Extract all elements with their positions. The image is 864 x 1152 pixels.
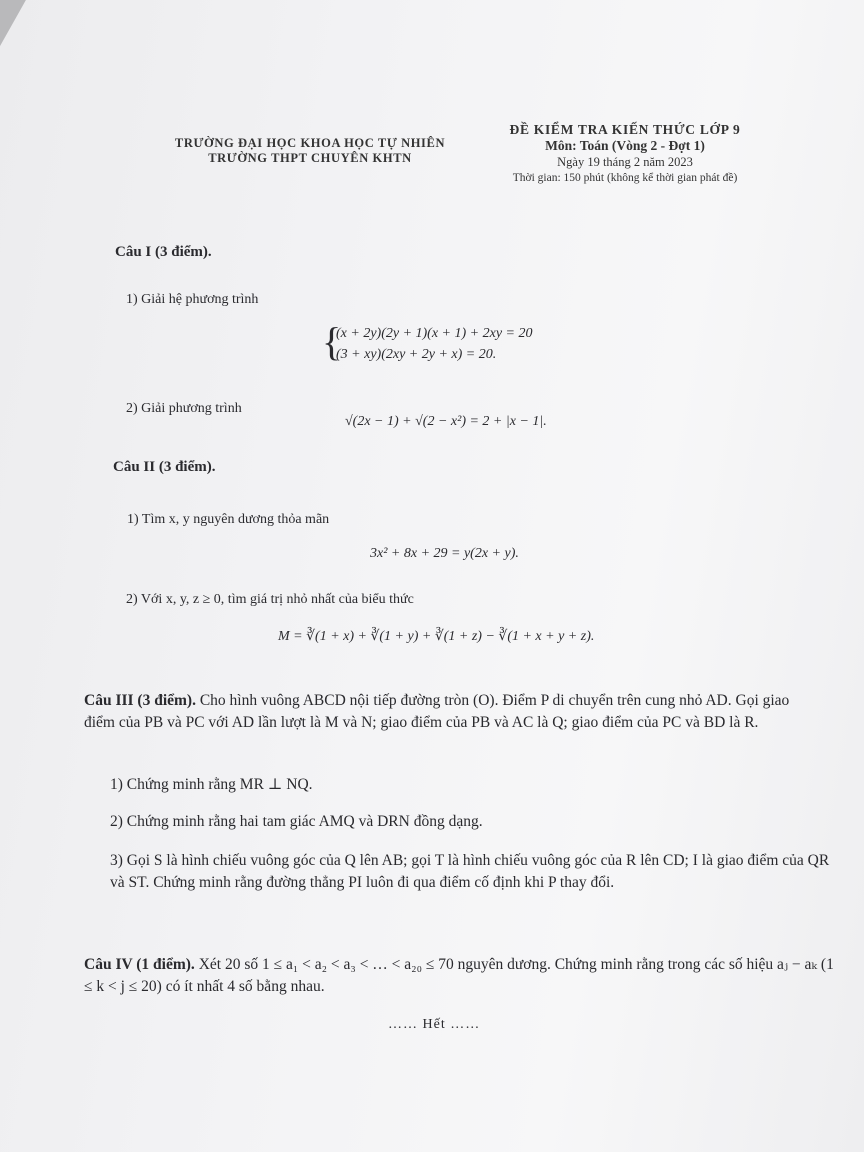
cau4-title: Câu IV (1 điểm).	[84, 956, 195, 973]
school-line-2: TRƯỜNG THPT CHUYÊN KHTN	[208, 151, 412, 165]
cau1-equation: √(2x − 1) + √(2 − x²) = 2 + |x − 1|.	[345, 414, 547, 429]
exam-header	[470, 122, 780, 186]
cau2-expression-M: M = ∛(1 + x) + ∛(1 + y) + ∛(1 + z) − ∛(1 + x + y + z).	[278, 629, 595, 644]
cau3-part1: 1) Chứng minh rằng MR ⊥ NQ.	[110, 776, 313, 793]
cau1-title: Câu I (3 điểm).	[115, 244, 212, 260]
cau1-system-eq1: (x + 2y)(2y + 1)(x + 1) + 2xy = 20	[336, 326, 533, 341]
end-marker: …… Hết ……	[388, 1017, 481, 1032]
cau2-equation1: 3x² + 8x + 29 = y(2x + y).	[370, 546, 519, 561]
school-line-1: TRƯỜNG ĐẠI HỌC KHOA HỌC TỰ NHIÊN	[174, 136, 446, 150]
exam-title: ĐỀ KIỂM TRA KIẾN THỨC LỚP 9	[509, 122, 741, 137]
cau1-system-eq2: (3 + xy)(2xy + 2y + x) = 20.	[336, 347, 497, 362]
cau4-text: Xét 20 số 1 ≤ a₁ < a₂ < a₃ < … < a₂₀ ≤ 70 nguyên dương. Chứng minh rằng trong các số hiệu aⱼ − aₖ (1 ≤ k < j ≤ 20) có ít nhất 4 số bằng nhau.	[84, 956, 834, 995]
cau2-part2-label: 2) Với x, y, z ≥ 0, tìm giá trị nhỏ nhất của biểu thức	[126, 592, 414, 607]
cau3-part2: 2) Chứng minh rằng hai tam giác AMQ và DRN đồng dạng.	[110, 813, 483, 830]
cau3-title: Câu III (3 điểm).	[84, 692, 196, 709]
cau4-block	[84, 954, 834, 998]
cau3-intro-block	[84, 690, 820, 734]
exam-subject: Môn: Toán (Vòng 2 - Đợt 1)	[545, 138, 705, 153]
exam-date: Ngày 19 tháng 2 năm 2023	[557, 155, 693, 169]
cau3-part3: 3) Gọi S là hình chiếu vuông góc của Q lên AB; gọi T là hình chiếu vuông góc của R lên CD; I là giao điểm của QR và ST. Chứng minh rằng đường thẳng PI luôn đi qua điểm cố định khi P thay đổi.	[110, 852, 830, 891]
system-brace: {	[322, 319, 342, 364]
exam-time: Thời gian: 150 phút (không kể thời gian phát đề)	[512, 172, 738, 184]
cau1-part2-label: 2) Giải phương trình	[126, 401, 242, 416]
school-header	[140, 136, 480, 166]
cau1-part1-label: 1) Giải hệ phương trình	[126, 292, 259, 307]
cau2-title: Câu II (3 điểm).	[113, 459, 216, 475]
cau2-part1-label: 1) Tìm x, y nguyên dương thỏa mãn	[127, 512, 330, 527]
cau3-intro: Cho hình vuông ABCD nội tiếp đường tròn (O). Điểm P di chuyển trên cung nhỏ AD. Gọi giao điểm của PB và PC với AD lần lượt là M và N; giao điểm của PB và AC là Q; giao điểm của PC và BD là R.	[84, 692, 790, 731]
